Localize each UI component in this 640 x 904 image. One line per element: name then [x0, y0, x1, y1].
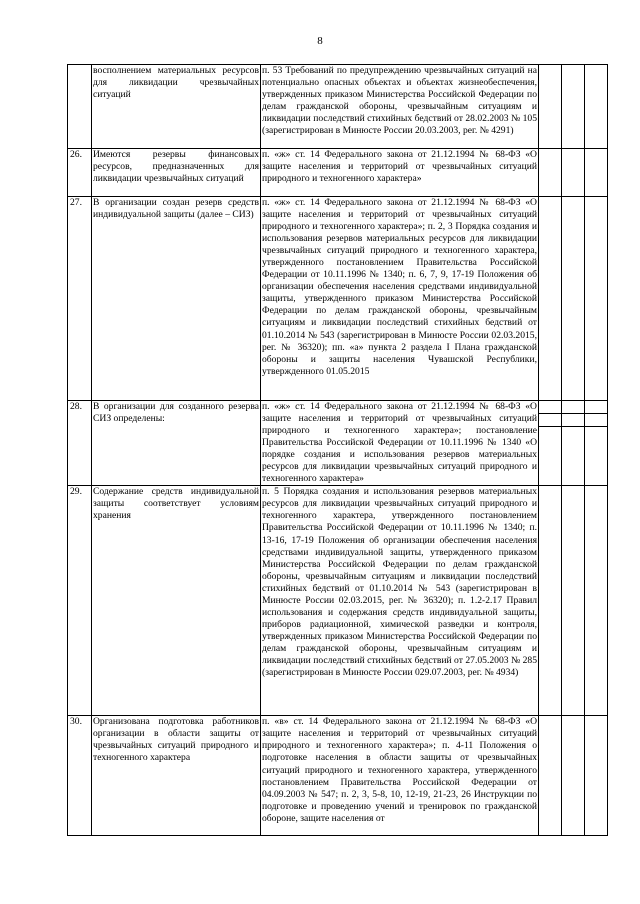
- answer-na-cell: [585, 716, 608, 836]
- answer-yes-cell: [539, 401, 562, 486]
- answer-na-cell: [585, 149, 608, 197]
- requirement-text: Имеются резервы финансовых ресурсов, предназначенных для ликвидации чрезвычайных ситуаций: [92, 149, 261, 197]
- answer-no-cell: [562, 149, 585, 197]
- legal-basis-text: п. «в» ст. 14 Федерального закона от 21.12.1994 № 68-ФЗ «О защите населения и территорий от чрезвычайных ситуаций природного и техногенного характера»; п. 4-11 Положения о подготовке населения в области защиты от чрезвычайных ситуаций природного и техногенного характера, утвержденного постановлением Правительства Российской Федерации от 04.09.2003 № 547; п. 2, 3, 5-8, 10, 12-19, 21-23, 26 Инструкции по подготовке и проведению учений и тренировок по гражданской обороне, защите населения от: [261, 716, 539, 836]
- requirement-text: восполнением материальных ресурсов для ликвидации чрезвычайных ситуаций: [92, 65, 261, 149]
- row-number: 28.: [68, 401, 92, 486]
- table-row: [68, 486, 608, 716]
- answer-na-cell: [585, 401, 608, 486]
- row-number: [68, 65, 92, 149]
- answer-yes-cell: [539, 197, 562, 401]
- answer-no-cell: [562, 716, 585, 836]
- legal-basis-text: п. «ж» ст. 14 Федерального закона от 21.12.1994 № 68-ФЗ «О защите населения и территорий от чрезвычайных ситуаций природного и техногенного характера»: [261, 149, 539, 197]
- answer-no-cell: [562, 486, 585, 716]
- row-number: 29.: [68, 486, 92, 716]
- answer-no-cell: [562, 401, 585, 486]
- answer-no-cell: [562, 65, 585, 149]
- answer-na-cell: [585, 65, 608, 149]
- table-row: [68, 149, 608, 197]
- requirement-text: Содержание средств индивидуальной защиты соответствует условиям хранения: [92, 486, 261, 716]
- answer-na-cell: [585, 486, 608, 716]
- answer-yes-cell: [539, 149, 562, 197]
- legal-basis-text: п. 5 Порядка создания и использования резервов материальных ресурсов для ликвидации чрезвычайных ситуаций природного и техногенного характера, утвержденного постановлением Правительства Российской Федерации от 10.11.1996 № 1340; п. 13-16, 17-19 Положения об организации обеспечения населения средствами индивидуальной защиты, утвержденного приказом Министерства Российской Федерации по делам гражданской обороны, чрезвычайным ситуациям и ликвидации последствий стихийных бедствий от 01.10.2014 № 543 (зарегистрирован в Минюсте России 02.03.2015, рег. № 36320); п. 1.2-2.17 Правил использования и содержания средств индивидуальной защиты, приборов радиационной, химической разведки и контроля, утвержденных приказом Министерства Российской Федерации по делам гражданской обороны, чрезвычайным ситуациям и ликвидации последствий стихийных бедствий от 27.05.2003 № 285 (зарегистрирован в Минюсте России 029.07.2003, рег. № 4934): [261, 486, 539, 716]
- answer-no-cell: [562, 197, 585, 401]
- row-number: 27.: [68, 197, 92, 401]
- table-row: [68, 65, 608, 149]
- table-row: [68, 716, 608, 836]
- page-number: 8: [317, 35, 323, 47]
- requirement-text: В организации создан резерв средств индивидуальной защиты (далее – СИЗ): [92, 197, 261, 401]
- row-number: 26.: [68, 149, 92, 197]
- legal-basis-text: п. 53 Требований по предупреждению чрезвычайных ситуаций на потенциально опасных объектах и объектах жизнеобеспечения, утвержденных приказом Министерства Российской Федерации по делам гражданской обороны, чрезвычайным ситуациям и ликвидации последствий стихийных бедствий от 28.02.2003 № 105 (зарегистрирован в Минюсте России 20.03.2003, рег. № 4291): [261, 65, 539, 149]
- requirement-text: Организована подготовка работников организации в области защиты от чрезвычайных ситуаций природного и техногенного характера: [92, 716, 261, 836]
- legal-basis-text: п. «ж» ст. 14 Федерального закона от 21.12.1994 № 68-ФЗ «О защите населения и территорий от чрезвычайных ситуаций природного и техногенного характера»; п. 2, 3 Порядка создания и использования резервов материальных ресурсов для ликвидации чрезвычайных ситуаций природного и техногенного характера, утвержденного постановлением Правительства Российской Федерации от 10.11.1996 № 1340; п. 6, 7, 9, 17-19 Положения об организации обеспечения населения средствами индивидуальной защиты, утвержденного приказом Министерства Российской Федерации по делам гражданской обороны, чрезвычайным ситуациям и ликвидации последствий стихийных бедствий от 01.10.2014 № 543 (зарегистрирован в Минюсте России 02.03.2015, рег. № 36320); пп. «а» пункта 2 раздела I Плана гражданской обороны и защиты населения Чувашской Республики, утвержденного 01.05.2015: [261, 197, 539, 401]
- checklist-table: [67, 64, 608, 836]
- answer-na-cell: [585, 197, 608, 401]
- row-number: 30.: [68, 716, 92, 836]
- table-row: [68, 401, 608, 486]
- legal-basis-text: п. «ж» ст. 14 Федерального закона от 21.12.1994 № 68-ФЗ «О защите населения и территорий от чрезвычайных ситуаций природного и техногенного характера»; постановление Правительства Российской Федерации от 10.11.1996 № 1340 «О порядке создания и использования резервов материальных ресурсов для ликвидации чрезвычайных ситуаций природного и техногенного характера»: [262, 401, 537, 485]
- table-row: [68, 197, 608, 401]
- answer-yes-cell: [539, 486, 562, 716]
- answer-yes-cell: [539, 716, 562, 836]
- requirement-text: В организации для созданного резерва СИЗ определены:: [92, 401, 261, 486]
- answer-yes-cell: [539, 65, 562, 149]
